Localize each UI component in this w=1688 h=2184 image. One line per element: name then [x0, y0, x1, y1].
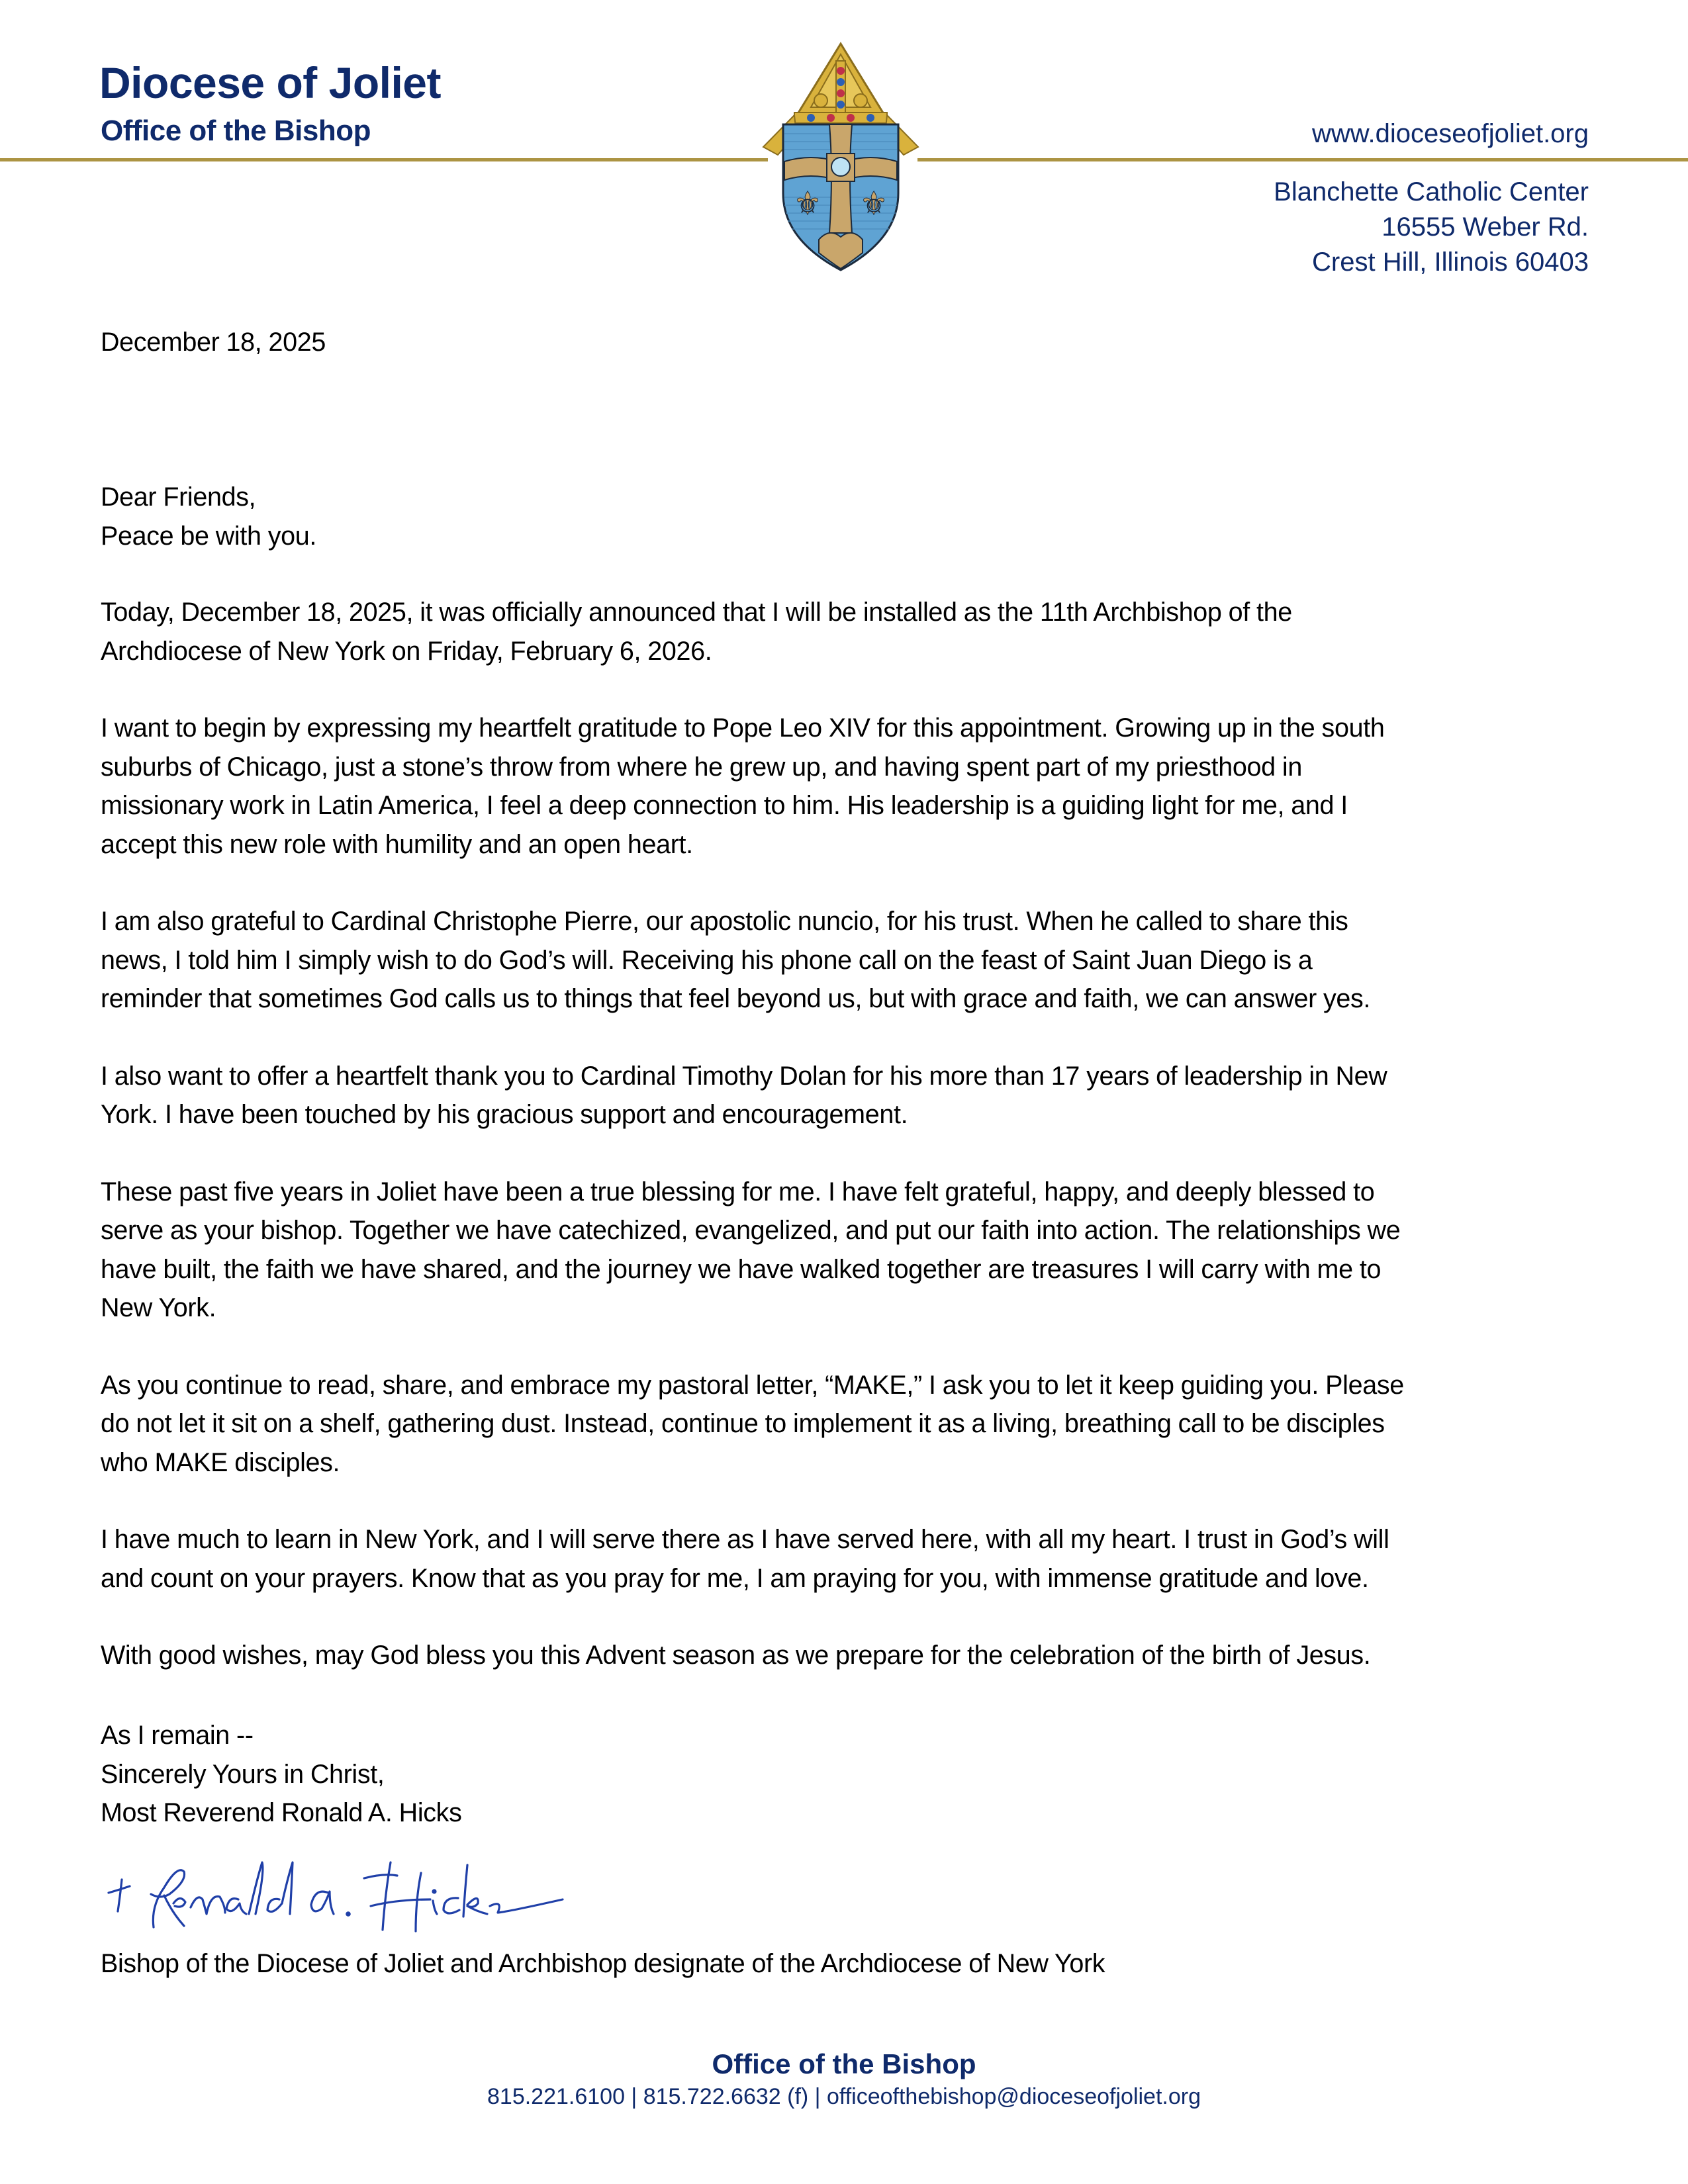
footer-office-name: Office of the Bishop [712, 2048, 976, 2079]
address-line-center: Blanchette Catholic Center [1274, 177, 1589, 206]
greeting-line: Peace be with you. [101, 521, 316, 551]
paragraph-line: and count on your prayers. Know that as you pray for me, I am praying for you, with immense gratitude and love. [101, 1563, 1369, 1593]
paragraph-thanks-dolan [101, 1057, 1404, 1134]
paragraph-line: As you continue to read, share, and embrace my pastoral letter, “MAKE,” I ask you to let it keep guiding you. Please [101, 1370, 1404, 1400]
paragraph-line: I also want to offer a heartfelt thank you to Cardinal Timothy Dolan for his more than 17 years of leadership in New [101, 1061, 1387, 1091]
header-rule-right [917, 158, 1688, 161]
paragraph-line: news, I told him I simply wish to do God’s will. Receiving his phone call on the feast of Saint Juan Diego is a [101, 945, 1313, 975]
date-text: December 18, 2025 [101, 328, 326, 357]
paragraph-gratitude-pope [101, 709, 1404, 864]
paragraph-line: have built, the faith we have shared, and the journey we have walked together are treasures I will carry with me to [101, 1254, 1382, 1284]
letter-body [101, 593, 1404, 1713]
paragraph-line: Archdiocese of New York on Friday, February 6, 2026. [101, 636, 712, 666]
letter-date [101, 323, 326, 362]
organization-name: Diocese of Joliet [99, 58, 441, 107]
paragraph-line: who MAKE disciples. [101, 1447, 340, 1477]
paragraph-line: With good wishes, may God bless you this Advent season as we prepare for the celebration of the birth of Jesus. [101, 1641, 1371, 1670]
paragraph-pastoral-letter [101, 1366, 1404, 1482]
paragraph-line: accept this new role with humility and an open heart. [101, 829, 693, 859]
paragraph-joliet-years [101, 1173, 1404, 1328]
paragraph-line: New York. [101, 1293, 216, 1322]
coat-of-arms-icon [758, 41, 923, 273]
paragraph-line: York. I have been touched by his gracious support and encouragement. [101, 1100, 908, 1129]
paragraph-advent-blessing [101, 1636, 1404, 1675]
header-rule-left [0, 158, 768, 161]
salutation [101, 478, 316, 555]
address-line-city: Crest Hill, Illinois 60403 [1312, 248, 1589, 277]
signer-name: Most Reverend Ronald A. Hicks [101, 1798, 462, 1827]
paragraph-line: suburbs of Chicago, just a stone’s throw from where he grew up, and having spent part of my priesthood in [101, 752, 1302, 782]
paragraph-line: I have much to learn in New York, and I will serve there as I have served here, with all my heart. I trust in God’s will [101, 1525, 1389, 1554]
handwritten-signature [99, 1853, 602, 1936]
paragraph-line: Today, December 18, 2025, it was officially announced that I will be installed as the 11th Archbishop of the [101, 598, 1292, 627]
svg-text:⚜: ⚜ [793, 185, 822, 222]
paragraph-line: do not let it sit on a shelf, gathering dust. Instead, continue to implement it as a living, breathing call to be disciples [101, 1409, 1385, 1438]
address-line-street: 16555 Weber Rd. [1382, 212, 1589, 242]
paragraph-line: serve as your bishop. Together we have catechized, evangelized, and put our faith into action. The relationships we [101, 1216, 1401, 1245]
footer-contact-info[interactable]: 815.221.6100 | 815.722.6632 (f) | officeofthebishop@dioceseofjoliet.org [487, 2084, 1201, 2109]
paragraph-line: I am also grateful to Cardinal Christophe Pierre, our apostolic nuncio, for his trust. When he called to share this [101, 907, 1348, 936]
paragraph-line: missionary work in Latin America, I feel a deep connection to him. His leadership is a guiding light for me, and I [101, 791, 1348, 820]
paragraph-gratitude-nuncio [101, 902, 1404, 1019]
paragraph-line: I want to begin by expressing my heartfelt gratitude to Pope Leo XIV for this appointment. Growing up in the south [101, 713, 1385, 743]
signer-title-text: Bishop of the Diocese of Joliet and Archbishop designate of the Archdiocese of New York [101, 1949, 1105, 1978]
closing-block [101, 1716, 461, 1833]
paragraph-line: reminder that sometimes God calls us to things that feel beyond us, but with grace and faith, we can answer yes. [101, 984, 1371, 1013]
website-link[interactable]: www.dioceseofjoliet.org [1312, 119, 1589, 148]
salutation-line: Dear Friends, [101, 482, 256, 512]
svg-text:⚜: ⚜ [859, 185, 888, 222]
valediction: Sincerely Yours in Christ, [101, 1759, 385, 1789]
paragraph-new-york [101, 1520, 1404, 1598]
closing-line: As I remain -- [101, 1721, 254, 1750]
office-name: Office of the Bishop [101, 114, 371, 147]
signer-title [101, 1944, 1105, 1983]
address-block [1274, 175, 1589, 280]
paragraph-line: These past five years in Joliet have been a true blessing for me. I have felt grateful, happy, and deeply blessed to [101, 1177, 1375, 1206]
paragraph-announcement [101, 593, 1404, 670]
